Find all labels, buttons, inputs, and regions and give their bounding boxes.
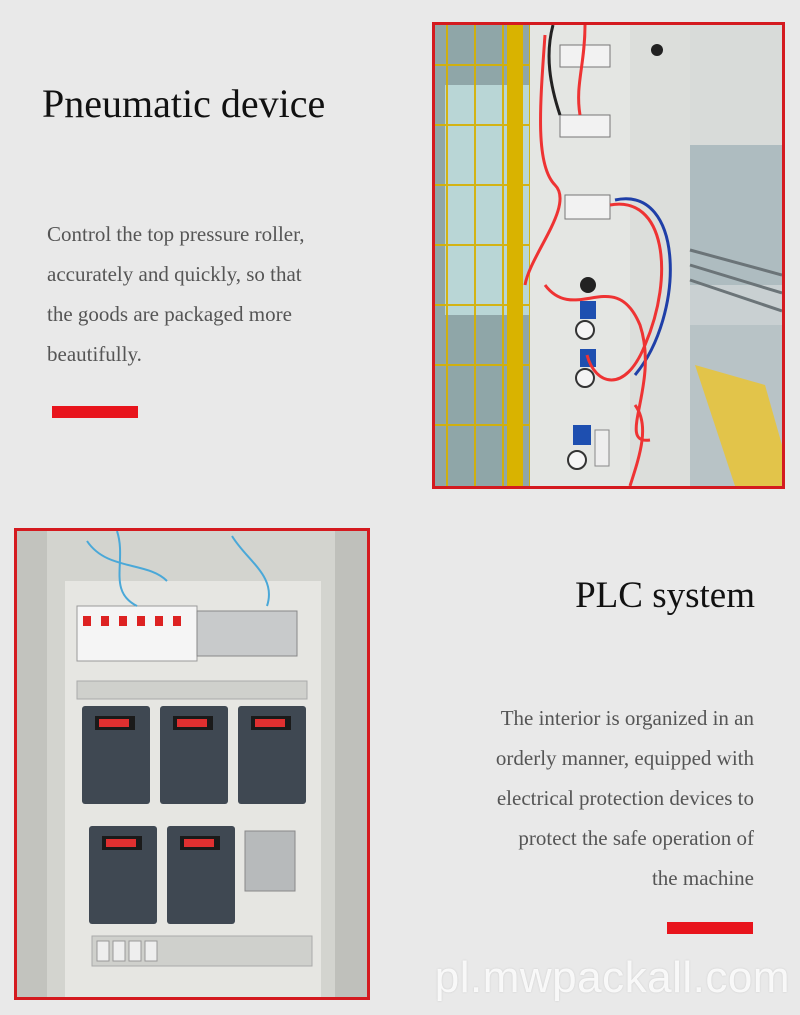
pneumatic-description	[47, 214, 387, 374]
pneumatic-description-line: beautifully.	[47, 342, 142, 366]
plc-description-line: The interior is organized in an	[500, 706, 754, 730]
plc-accent-bar	[667, 922, 753, 934]
pneumatic-description-line: accurately and quickly, so that	[47, 262, 302, 286]
plc-description-line: the machine	[651, 866, 754, 890]
plc-description	[424, 698, 754, 898]
pneumatic-description-line: the goods are packaged more	[47, 302, 292, 326]
watermark: pl.mwpackall.com	[434, 953, 790, 1002]
plc-system-photo	[14, 528, 370, 1000]
pneumatic-accent-bar	[52, 406, 138, 418]
plc-description-line: protect the safe operation of	[518, 826, 754, 850]
pneumatic-device-photo	[432, 22, 785, 489]
plc-description-line: orderly manner, equipped with	[495, 746, 754, 770]
pneumatic-description-line: Control the top pressure roller,	[47, 222, 305, 246]
pneumatic-title: Pneumatic device	[42, 81, 326, 126]
plc-description-line: electrical protection devices to	[496, 786, 754, 810]
plc-title: PLC system	[575, 575, 755, 616]
